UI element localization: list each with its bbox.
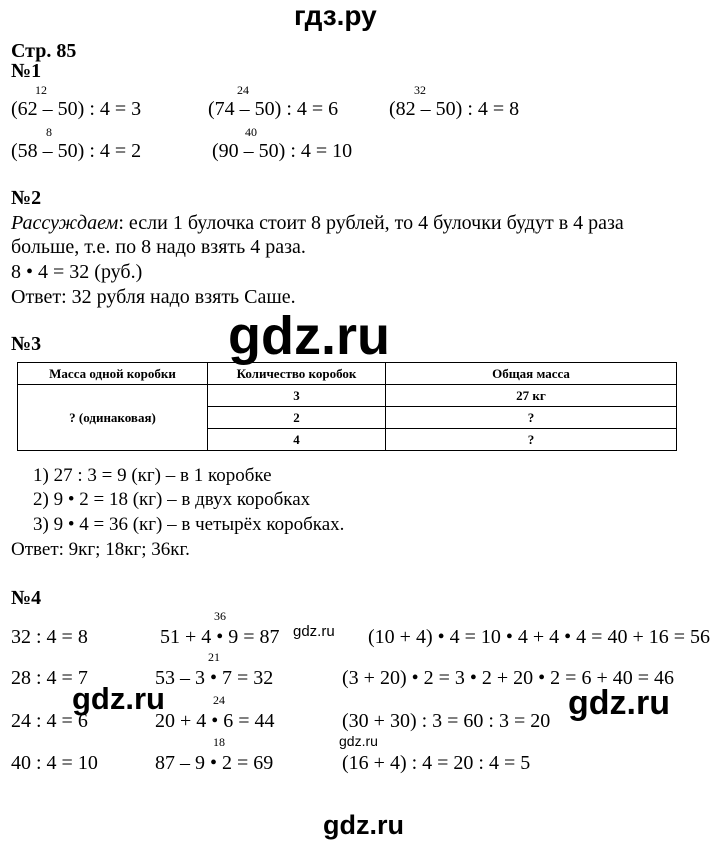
task4-col2-row4: 87 – 9 • 2 = 69 [155,752,274,774]
task1-item1-hint: 12 [35,83,47,97]
task1-item5-hint: 40 [245,125,257,139]
watermark-right: gdz.ru [568,684,670,722]
task1-item5: (90 – 50) : 4 = 10 [212,140,353,162]
table-cell-count: 3 [208,385,386,407]
task2-calc: 8 • 4 = 32 (руб.) [11,261,143,283]
table-header-mass-one: Масса одной коробки [18,363,208,385]
task4-col1-row2: 28 : 4 = 7 [11,667,88,689]
task2-answer: Ответ: 32 рубля надо взять Саше. [11,286,296,308]
watermark-small-mid: gdz.ru [293,623,335,640]
table-cell-total: 27 кг [386,385,677,407]
task2-heading: №2 [11,187,42,209]
table-cell-count: 4 [208,429,386,451]
task4-col2-row2: 53 – 3 • 7 = 32 [155,667,274,689]
task2-reasoning [11,212,624,234]
task2-reasoning-line1: : если 1 булочка стоит 8 рублей, то 4 булочки будут в 4 раза [118,212,624,234]
task3-step3: 3) 9 • 4 = 36 (кг) – в четырёх коробках. [33,514,345,535]
page-title: Стр. 85 [11,40,77,62]
task4-col2-row3: 20 + 4 • 6 = 44 [155,710,275,732]
table-header-total: Общая масса [386,363,677,385]
task1-item2-hint: 24 [237,83,249,97]
task4-col1-row3: 24 : 4 = 6 [11,710,88,732]
table-cell-count: 2 [208,407,386,429]
task1-item2: (74 – 50) : 4 = 6 [208,98,339,120]
task3-heading: №3 [11,333,42,355]
table-cell-mass-one: ? (одинаковая) [18,385,208,451]
task4-col2-row1: 51 + 4 • 9 = 87 [160,626,280,648]
watermark-big-center: gdz.ru [228,306,390,366]
task4-col3-row2: (3 + 20) • 2 = 3 • 2 + 20 • 2 = 6 + 40 = 46 [342,667,675,689]
task1-item4: (58 – 50) : 4 = 2 [11,140,142,162]
table-header-count: Количество коробок [208,363,386,385]
watermark-left: gdz.ru [72,681,165,716]
task4-col1-row4: 40 : 4 = 10 [11,752,98,774]
task4-col3-row1: (10 + 4) • 4 = 10 • 4 + 4 • 4 = 40 + 16 = 56 [368,626,711,648]
task4-col2-row4-hint: 18 [213,735,225,749]
task4-col3-row3: (30 + 30) : 3 = 60 : 3 = 20 [342,710,551,732]
task4-heading: №4 [11,587,42,609]
task1-item3-hint: 32 [414,83,426,97]
watermark-top: гдз.ру [294,0,377,31]
task2-reasoning-line2: больше, т.е. по 8 надо взять 4 раза. [11,236,306,258]
task3-step1: 1) 27 : 3 = 9 (кг) – в 1 коробке [33,465,272,486]
task3-answer: Ответ: 9кг; 18кг; 36кг. [11,539,190,560]
task4-col2-row2-hint: 21 [208,650,220,664]
task1-item4-hint: 8 [46,125,52,139]
task1-item3: (82 – 50) : 4 = 8 [389,98,520,120]
table-row [18,385,677,407]
task1-heading: №1 [11,60,42,82]
task4-col1-row1: 32 : 4 = 8 [11,626,88,648]
task4-col2-row3-hint: 24 [213,693,225,707]
task3-table [17,362,677,451]
watermark-bottom: gdz.ru [323,810,404,840]
task2-reasoning-label: Рассуждаем [11,212,119,234]
task3-step2: 2) 9 • 2 = 18 (кг) – в двух коробках [33,489,311,510]
watermark-small-low: gdz.ru [339,733,378,749]
task1-item1: (62 – 50) : 4 = 3 [11,98,142,120]
table-header-row [18,363,677,385]
task4-col3-row4: (16 + 4) : 4 = 20 : 4 = 5 [342,752,531,774]
table-cell-total: ? [386,407,677,429]
table-cell-total: ? [386,429,677,451]
task4-col2-row1-hint: 36 [214,609,226,623]
